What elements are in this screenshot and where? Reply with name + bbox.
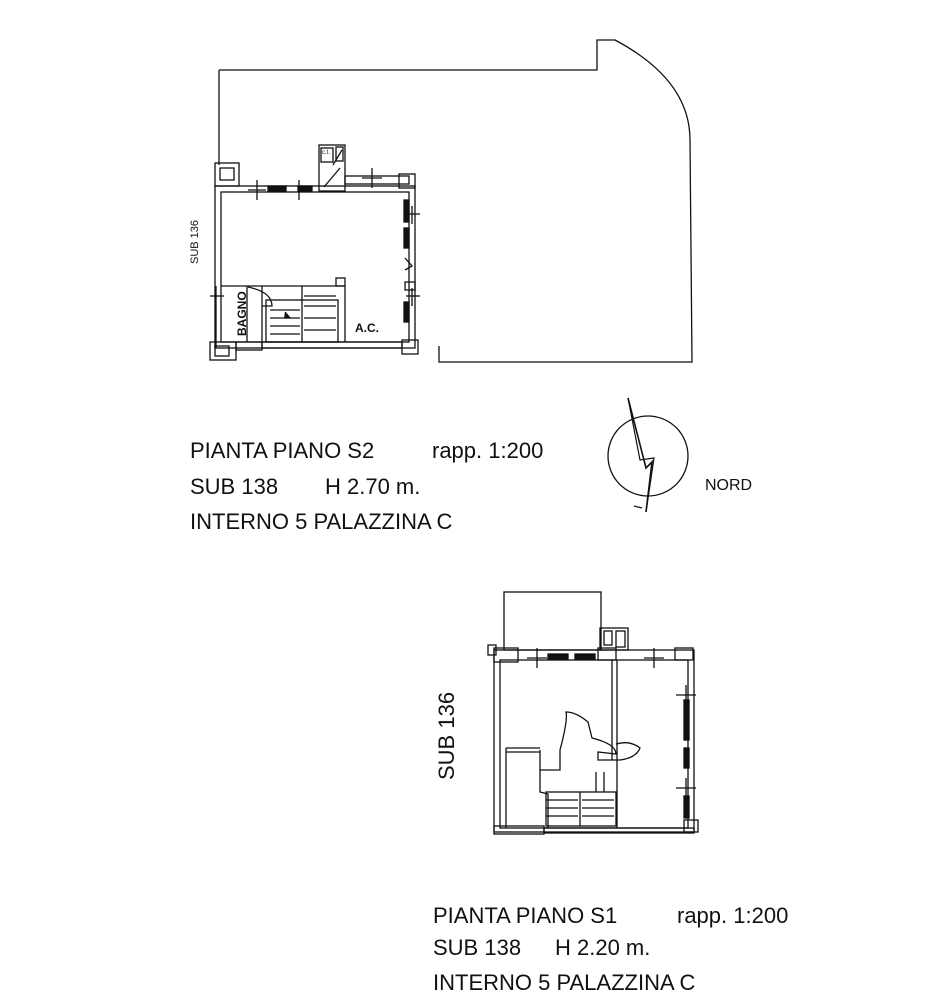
s2-sub-label: SUB 138 <box>190 474 279 499</box>
s2-unit-line: INTERNO 5 PALAZZINA C <box>190 509 453 534</box>
s2-title: PIANTA PIANO S2 <box>190 438 375 463</box>
s1-side-label: SUB 136 <box>434 691 459 780</box>
s2-side-label: SUB 136 <box>189 219 201 264</box>
north-label: NORD <box>705 477 753 494</box>
s2-terrace-outline <box>219 40 692 362</box>
s2-room-ac-label: A.C. <box>355 321 379 335</box>
s2-scale: rapp. 1:200 <box>432 438 544 463</box>
s1-height-label: H 2.20 m. <box>555 935 651 960</box>
north-arrow-circle <box>608 416 688 496</box>
s2-room-bath-label: BAGNO <box>235 291 249 336</box>
s1-building-outline <box>494 650 694 832</box>
s1-title: PIANTA PIANO S1 <box>433 903 618 928</box>
s1-top-terrace <box>504 592 601 650</box>
s2-height-label: H 2.70 m. <box>325 474 421 499</box>
s1-sub-label: SUB 138 <box>433 935 522 960</box>
s1-unit-line: INTERNO 5 PALAZZINA C <box>433 970 696 995</box>
s1-scale: rapp. 1:200 <box>677 903 789 928</box>
s2-ct-label: c.t. <box>322 150 331 156</box>
